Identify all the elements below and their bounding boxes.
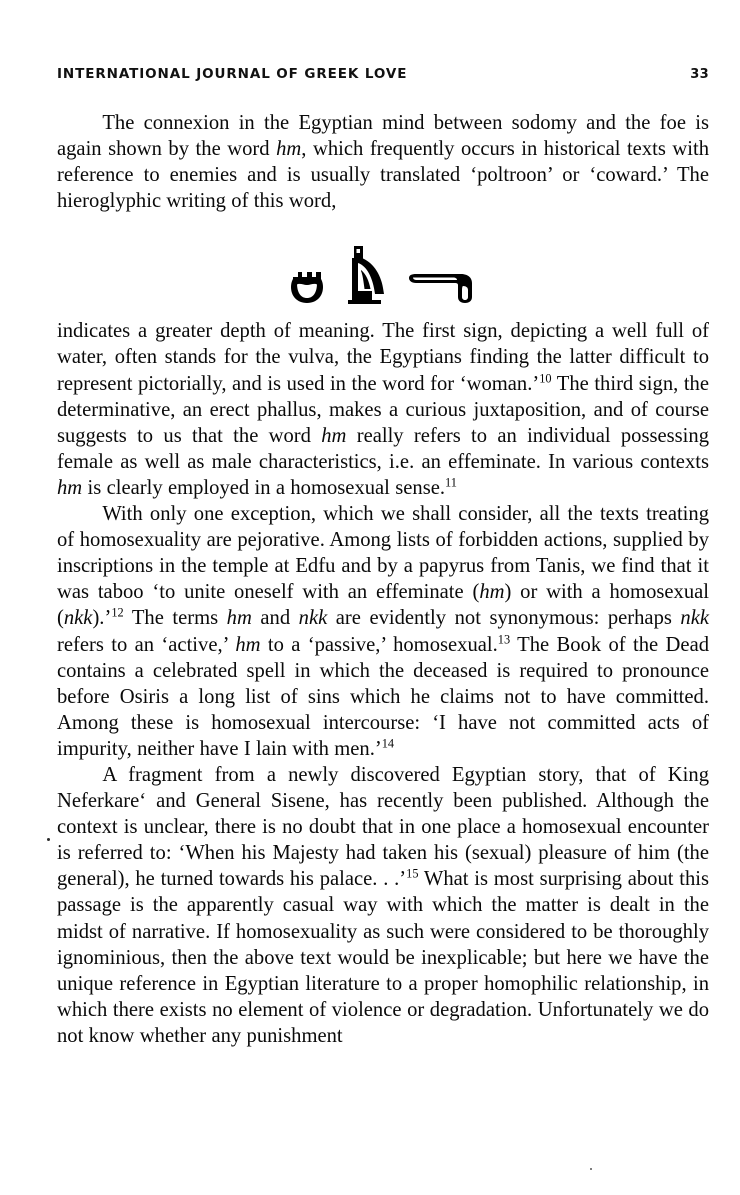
- paragraph-3-text-f: are evidently not synonymous: perhaps: [327, 607, 681, 630]
- footnote-marker-14[interactable]: 14: [381, 736, 395, 751]
- hieroglyph-figure: [57, 232, 709, 306]
- footnote-marker-13[interactable]: 13: [497, 631, 511, 646]
- transliteration-hm: hm: [57, 476, 83, 499]
- paragraph-4-text-a: A fragment from a newly discovered Egyptian story, that of King Neferkare‘ and General Sisene, has recently been published. Although the context is unclear, there is no doubt that in one place a homosexual encounter is referred to: ‘When his Majesty had taken his (sexual) pleasure of him (the general), he turned towards his palace. . .’: [57, 763, 709, 891]
- page-number: 33: [690, 67, 709, 82]
- footnote-marker-11[interactable]: 11: [445, 475, 457, 490]
- paragraph-2: [57, 318, 709, 501]
- paragraph-2-text-d: is clearly employed in a homosexual sense.: [82, 476, 446, 499]
- journal-title: INTERNATIONAL JOURNAL OF GREEK LOVE: [57, 66, 408, 82]
- footnote-marker-12[interactable]: 12: [111, 605, 124, 620]
- scan-speck-bottom: [590, 1168, 592, 1170]
- paragraph-2-text-c: really refers to an individual possessing female as well as male characteristics, i.e. an effeminate. In various contexts: [57, 424, 709, 473]
- paragraph-3-text-h: to a ‘passive,’ homosexual.: [260, 633, 498, 656]
- footnote-marker-10[interactable]: 10: [539, 370, 552, 385]
- paragraph-3-text-i: The Book of the Dead contains a celebrated spell in which the deceased is required to pronounce before Osiris a long list of sins which he claims not to have committed. Among these is homosexual intercourse: ‘I have not committed acts of impurity, neither have I lain with men.’: [57, 633, 710, 760]
- paragraph-1-text-b: , which frequently occurs in historical texts with reference to enemies and is usually translated ‘poltroon’ or ‘coward.’ The hieroglyphic writing of this word,: [57, 138, 709, 213]
- paragraph-3: [57, 501, 709, 762]
- well-vulva-sign-icon: [289, 266, 325, 306]
- owl-sign-icon: [339, 244, 393, 306]
- paragraph-4-text-b: What is most surprising about this passage is the apparently casual way with which the matter is dealt in the midst of narrative. If homosexuality as such were considered to be thoroughly ignominious, then the above text would be inexplicable; but here we have the unique reference in Egyptian literature to a proper homophilic relationship, in which there exists no element of violence or degradation. Unfortunately we do not know whether any punishment: [57, 868, 709, 1047]
- paragraph-4: [57, 762, 709, 1049]
- hieroglyph-group: [57, 232, 709, 306]
- paragraph-3-text-c: ).’: [92, 607, 112, 630]
- paragraph-1-text-a: The connexion in the Egyptian mind between sodomy and the foe is again shown by the word: [57, 112, 709, 161]
- footnote-marker-15[interactable]: 15: [406, 866, 419, 881]
- transliteration-hm: hm: [235, 633, 261, 656]
- paragraph-1: [57, 110, 709, 214]
- phallus-determinative-icon: [407, 272, 477, 306]
- transliteration-hm: hm: [321, 424, 347, 447]
- running-head: [57, 66, 709, 88]
- paragraph-3-text-g: refers to an ‘active,’: [57, 633, 236, 656]
- paragraph-2-text-a: indicates a greater depth of meaning. The first sign, depicting a well full of water, often stands for the vulva, the Egyptians finding the latter difficult to represent pictorially, and is used in the word for ‘woman.’: [57, 320, 709, 395]
- paragraph-3-text-b: ) or with a homosexual (: [57, 581, 709, 630]
- transliteration-nkk: nkk: [63, 607, 93, 630]
- paragraph-3-text-a: With only one exception, which we shall consider, all the texts treating of homosexuality are pejorative. Among lists of forbidden actions, supplied by inscriptions in the temple at Edfu and by a papyrus from Tanis, we find that it was taboo ‘to unite oneself with an effeminate (: [57, 503, 709, 604]
- transliteration-hm: hm: [276, 138, 302, 161]
- paragraph-2-text-b: The third sign, the determinative, an erect phallus, makes a curious juxtaposition, and of course suggests to us that the word: [57, 372, 709, 447]
- transliteration-nkk: nkk: [298, 607, 328, 630]
- paragraph-3-text-d: The terms: [123, 607, 227, 630]
- transliteration-hm: hm: [226, 607, 252, 630]
- paragraph-3-text-e: and: [251, 607, 299, 630]
- transliteration-hm: hm: [479, 581, 505, 604]
- transliteration-nkk: nkk: [680, 607, 709, 630]
- scan-speck-margin: [47, 838, 50, 841]
